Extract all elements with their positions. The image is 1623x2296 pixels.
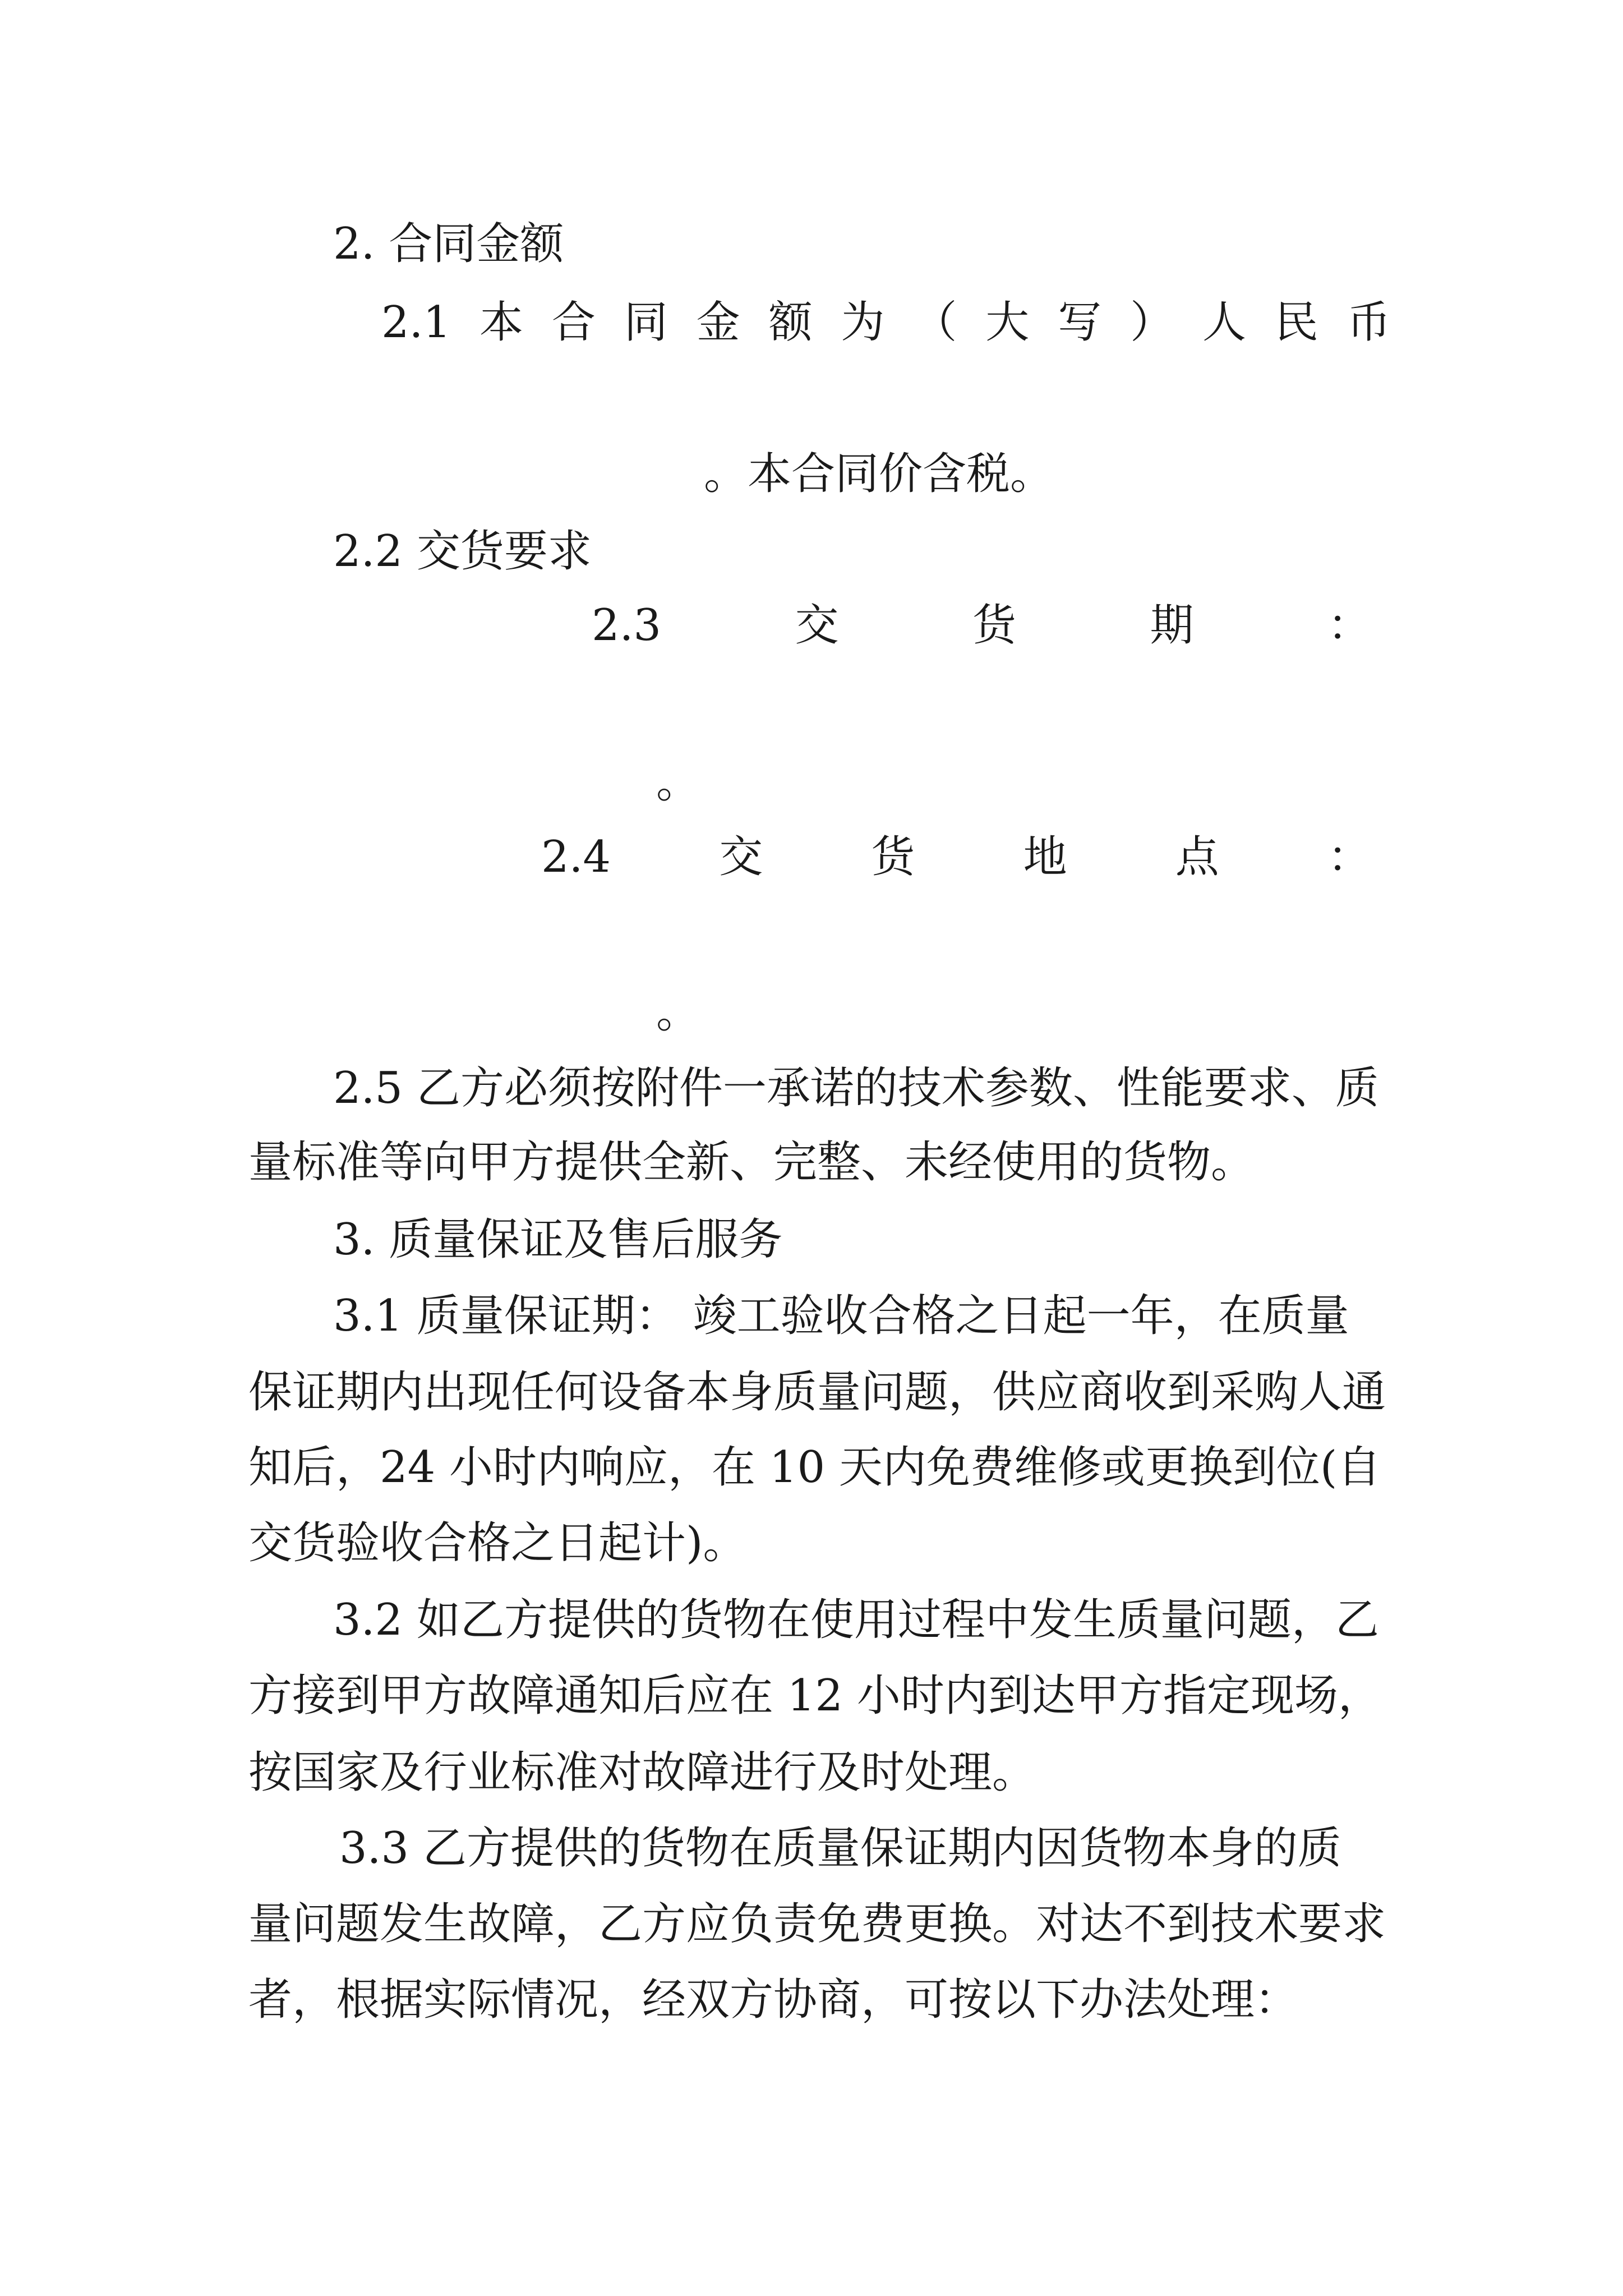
clause-3-3-line: 者，根据实际情况，经双方协商，可按以下办法处理： — [248, 1975, 1299, 2025]
place-char: 点 — [1175, 832, 1219, 882]
period-char: ： — [1327, 600, 1371, 651]
clause-3-1-line: 交货验收合格之日起计)。 — [248, 1518, 747, 1568]
clause-3-2-line: 方接到甲方故障通知后应在 12 小时内到达甲方指定现场， — [248, 1671, 1382, 1721]
clause-3-3-line: 量问题发生故障，乙方应负责免费更换。对达不到技术要求 — [248, 1899, 1386, 1949]
place-char: ： — [1327, 832, 1371, 882]
clause-2-4-place-tail: 。 — [656, 987, 700, 1038]
amount-char: 大 — [985, 297, 1030, 348]
amount-char: ） — [1130, 297, 1174, 348]
section-2-heading: 2. 合同金额 — [333, 219, 564, 269]
amount-char: （ — [913, 297, 957, 348]
clause-2-5-line: 2.5 乙方必须按附件一承诺的技术参数、性能要求、质 — [333, 1063, 1379, 1114]
amount-char: 额 — [768, 297, 813, 348]
clause-2-4-place-line — [541, 829, 1371, 885]
period-char: 期 — [1150, 600, 1194, 651]
amount-char: 合 — [551, 297, 596, 348]
clause-3-1-line: 保证期内出现任何设备本身质量问题，供应商收到采购人通 — [248, 1367, 1386, 1418]
clause-3-1-line: 3.1 质量保证期： 竣工验收合格之日起一年，在质量 — [333, 1291, 1349, 1341]
amount-char: 为 — [841, 297, 885, 348]
amount-char: 币 — [1347, 297, 1391, 348]
clause-3-2-line: 按国家及行业标准对故障进行及时处理。 — [248, 1747, 1036, 1798]
clause-number: 2.1 — [381, 297, 451, 348]
amount-char: 民 — [1274, 297, 1318, 348]
clause-number: 2.3 — [592, 600, 662, 651]
amount-char: 同 — [624, 297, 668, 348]
place-char: 货 — [871, 832, 915, 882]
period-char: 货 — [972, 600, 1017, 651]
clause-2-1-amount-line — [381, 295, 1391, 351]
clause-2-1-amount-tail: 。本合同价含税。 — [704, 449, 1054, 499]
place-char: 交 — [719, 832, 763, 882]
period-char: 交 — [795, 600, 839, 651]
place-char: 地 — [1023, 832, 1067, 882]
clause-3-3-line: 3.3 乙方提供的货物在质量保证期内因货物本身的质 — [339, 1823, 1341, 1874]
clause-2-3-period-line — [592, 597, 1371, 654]
clause-number: 2.4 — [541, 832, 611, 882]
amount-char: 本 — [479, 297, 523, 348]
amount-char: 写 — [1058, 297, 1102, 348]
clause-2-2-heading: 2.2 交货要求 — [333, 526, 592, 577]
amount-char: 金 — [696, 297, 740, 348]
clause-3-2-line: 3.2 如乙方提供的货物在使用过程中发生质量问题，乙 — [333, 1595, 1379, 1645]
clause-2-3-period-tail: 。 — [656, 757, 700, 808]
clause-2-5-line: 量标准等向甲方提供全新、完整、未经使用的货物。 — [248, 1137, 1255, 1188]
amount-char: 人 — [1202, 297, 1247, 348]
section-3-heading: 3. 质量保证及售后服务 — [333, 1214, 783, 1265]
clause-3-1-line: 知后，24 小时内响应，在 10 天内免费维修或更换到位(自 — [248, 1442, 1381, 1493]
